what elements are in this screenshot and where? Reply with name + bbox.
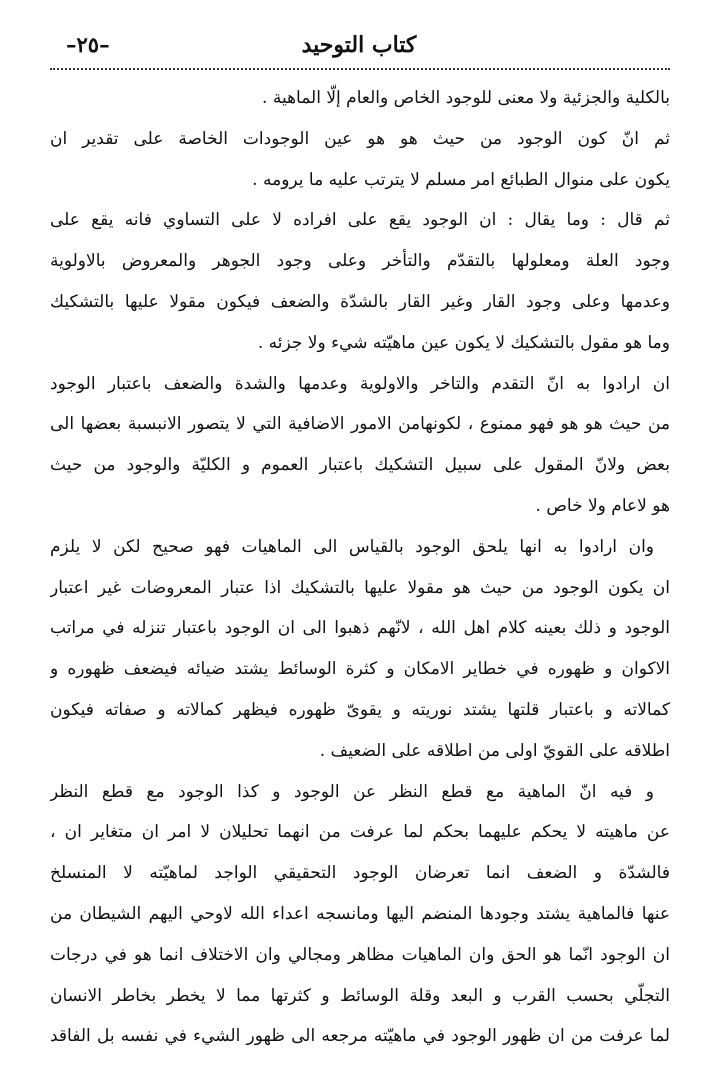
text-line: عنها فالماهية يشتد وجودها المنضم اليها ومانسجه اعداء الله لاوحي اليهم الشيطان من [50,903,670,924]
text-line: وعدمها وعلى وجود القار وغير القار بالشدّة والضعف فيكون مقولا عليها بالتشكيك [50,291,670,312]
text-line: بعض ولانّ المقول على سبيل التشكيك باعتبار العموم و الكليّة والوجود من حيث [50,455,670,476]
text-line: و فيه انّ الماهية مع قطع النظر عن الوجود و كذا الوجود مع قطع النظر [50,781,654,802]
text-line: التجلّي بحسب القرب و البعد وقلة الوسائط و كثرتها مما لا يخطر بخاطر الانسان [50,985,670,1006]
text-line: عن ماهيته لا يحكم عليهما بحكم لما عرفت من انهما تحليلان لا امر ان متغاير ان ، [50,822,670,843]
text-line: ان ارادوا به انّ التقدم والتاخر والاولوية وعدمها والشدة والضعف باعتبار الوجود [50,373,670,394]
text-line: ثم قال : وما يقال : ان الوجود يقع على افراده لا على التساوي فانه يقع على [50,210,670,231]
text-line: ان يكون الوجود من حيث هو مقولا عليها بالتشكيك اذا عتبار المعروضات غير اعتبار [50,577,670,598]
text-line: فالشدّة و الضعف انما تعرضان الوجود التحقيقي الواجد لماهيّته لا المنسلخ [50,863,670,884]
text-line: وجود العلة ومعلولها بالتقدّم والتأخر وعلى وجود الجوهر والمعروض بالاولوية [50,251,670,272]
text-line: لما عرفت من ان ظهور الوجود في ماهيّته مرجعه الى ظهور الشيء في نفسه بل الفاقد [50,1026,670,1047]
running-title: كتاب التوحيد [301,32,417,58]
text-line: كمالاته و باعتبار قلتها يشتد نوريته و يقوىّ ظهوره فيظهر كمالاته و صفاته فيكون [50,699,670,720]
text-line: هو لاعام ولا خاص . [535,495,670,516]
text-line: ان الوجود انّما هو الحق وان الماهيات مظاهر ومجالي وان الاختلاف انما هو في درجات [50,944,670,965]
text-line: وما هو مقول بالتشكيك لا يكون عين ماهيّته شيء ولا جزئه . [257,332,670,353]
text-line: ثم انّ كون الوجود من حيث هو هو عين الوجودات الخاصة على تقدير ان [50,128,670,149]
header-divider [50,68,670,70]
body-text [50,78,670,1057]
text-line: بالكلية والجزئية ولا معنى للوجود الخاص والعام إلّا الماهية . [262,88,670,108]
text-line: الاكوان و ظهوره في خطاير الامكان و كثرة الوسائط يشتد ضيائه فيضعف ظهوره و [50,659,670,680]
page-header [60,28,658,62]
text-line: وان ارادوا به انها يلحق الوجود بالقياس الى الماهيات فهو صحيح لكن لا يلزم [50,536,654,557]
text-line: من حيث هو هو فهو ممنوع ، لكونهامن الامور الاضافية التي لا يتصور الانبسبة بعضها الى [50,414,670,435]
text-line: يكون على منوال الطبائع امر مسلم لا يترتب عليه ما يرومه . [252,169,670,190]
text-line: اطلاقه على القويّ اولى من اطلاقه على الضعيف . [319,740,670,761]
page-number: –٢٥– [66,32,110,57]
text-line: الوجود و ذلك بعينه كلام اهل الله ، لانّهم ذهبوا الى ان الوجود باعتبار تنزله في مراتب [50,618,670,639]
